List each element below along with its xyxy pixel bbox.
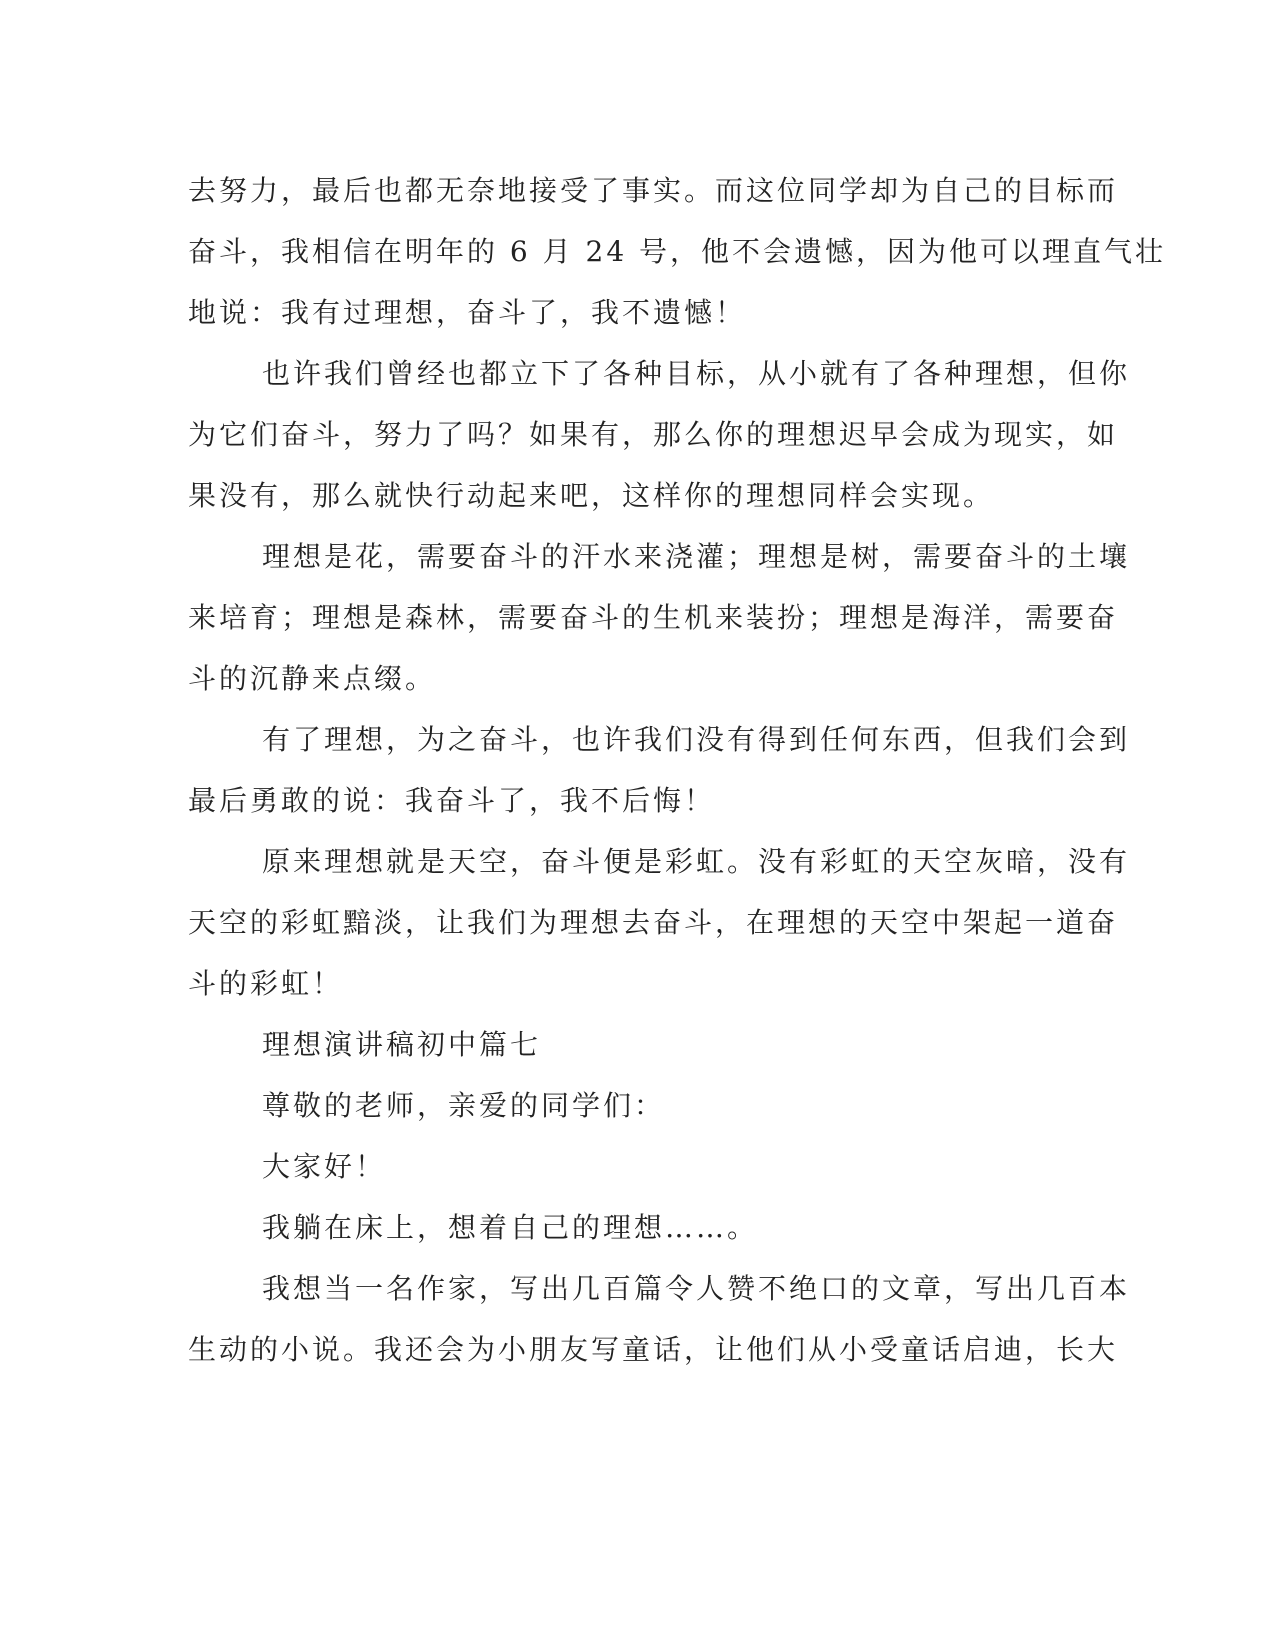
text-line: 最后勇敢的说：我奋斗了，我不后悔！: [188, 784, 716, 817]
text-line: 生动的小说。我还会为小朋友写童话，让他们从小受童话启迪，长大: [188, 1333, 1119, 1366]
greeting: 大家好！: [262, 1150, 387, 1183]
text-line: 去努力，最后也都无奈地接受了事实。而这位同学却为自己的目标而: [188, 174, 1119, 207]
document-page: [188, 160, 1167, 1380]
text-line: 为它们奋斗，努力了吗？如果有，那么你的理想迟早会成为现实，如: [188, 418, 1119, 451]
text-line: 天空的彩虹黯淡，让我们为理想去奋斗，在理想的天空中架起一道奋: [188, 906, 1119, 939]
salutation: 尊敬的老师，亲爱的同学们：: [262, 1089, 666, 1122]
text-line: 斗的彩虹！: [188, 967, 344, 1000]
text-line: 原来理想就是天空，奋斗便是彩虹。没有彩虹的天空灰暗，没有: [262, 845, 1131, 878]
text-line: 奋斗，我相信在明年的 6 月 24 号，他不会遗憾，因为他可以理直气壮: [188, 235, 1167, 268]
text-line: 斗的沉静来点缀。: [188, 662, 437, 695]
text-line: 来培育；理想是森林，需要奋斗的生机来装扮；理想是海洋，需要奋: [188, 601, 1119, 634]
text-line: 果没有，那么就快行动起来吧，这样你的理想同样会实现。: [188, 479, 995, 512]
text-line: 我想当一名作家，写出几百篇令人赞不绝口的文章，写出几百本: [262, 1272, 1131, 1305]
text-line: 有了理想，为之奋斗，也许我们没有得到任何东西，但我们会到: [262, 723, 1131, 756]
text-line: 也许我们曾经也都立下了各种目标，从小就有了各种理想，但你: [262, 357, 1131, 390]
text-line: 我躺在床上，想着自己的理想……。: [262, 1211, 759, 1244]
text-line: 理想是花，需要奋斗的汗水来浇灌；理想是树，需要奋斗的土壤: [262, 540, 1131, 573]
section-heading: 理想演讲稿初中篇七: [262, 1028, 542, 1061]
text-line: 地说：我有过理想，奋斗了，我不遗憾！: [188, 296, 747, 329]
